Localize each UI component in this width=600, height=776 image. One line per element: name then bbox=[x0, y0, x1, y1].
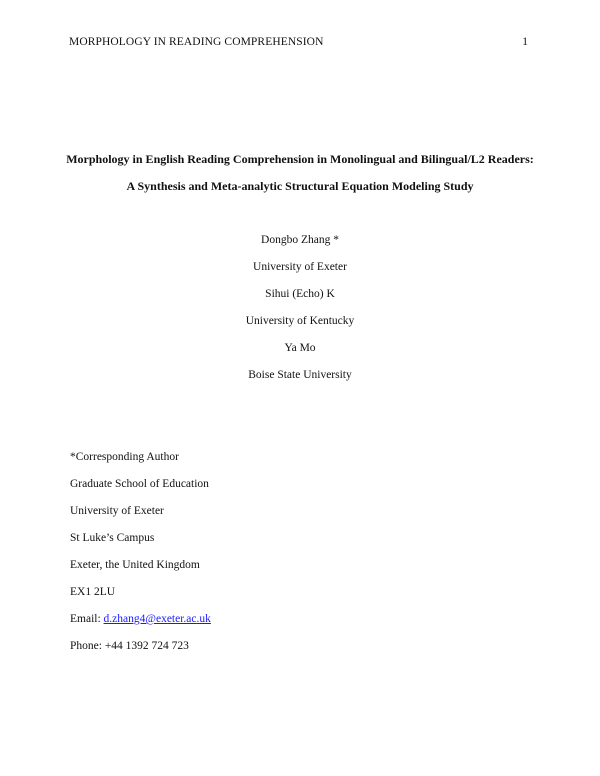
author-affiliation: University of Exeter bbox=[253, 261, 347, 273]
address-line: St Luke’s Campus bbox=[70, 532, 155, 544]
author-name: Sihui (Echo) K bbox=[265, 288, 335, 300]
email-link[interactable]: d.zhang4@exeter.ac.uk bbox=[103, 613, 211, 625]
author-affiliations bbox=[0, 231, 600, 393]
email-line bbox=[70, 610, 530, 637]
title-line-1: Morphology in English Reading Comprehension in Monolingual and Bilingual/L2 Readers: bbox=[66, 152, 534, 166]
email-label: Email: bbox=[70, 613, 101, 625]
paper-title bbox=[0, 150, 600, 204]
author-name: Ya Mo bbox=[284, 342, 316, 354]
page-number: 1 bbox=[522, 36, 528, 48]
corresponding-author-block bbox=[70, 448, 530, 664]
address-line: University of Exeter bbox=[70, 505, 164, 517]
address-line: Graduate School of Education bbox=[70, 478, 209, 490]
running-head: MORPHOLOGY IN READING COMPREHENSION bbox=[69, 36, 324, 48]
author-affiliation: University of Kentucky bbox=[245, 315, 355, 327]
author-name: Dongbo Zhang * bbox=[261, 234, 339, 246]
address-line: Exeter, the United Kingdom bbox=[70, 559, 200, 571]
author-affiliation: Boise State University bbox=[248, 369, 352, 381]
phone-line: Phone: +44 1392 724 723 bbox=[70, 640, 189, 652]
address-line: EX1 2LU bbox=[70, 586, 116, 598]
corresponding-heading: *Corresponding Author bbox=[70, 451, 179, 463]
title-line-2: A Synthesis and Meta-analytic Structural Equation Modeling Study bbox=[126, 179, 474, 193]
